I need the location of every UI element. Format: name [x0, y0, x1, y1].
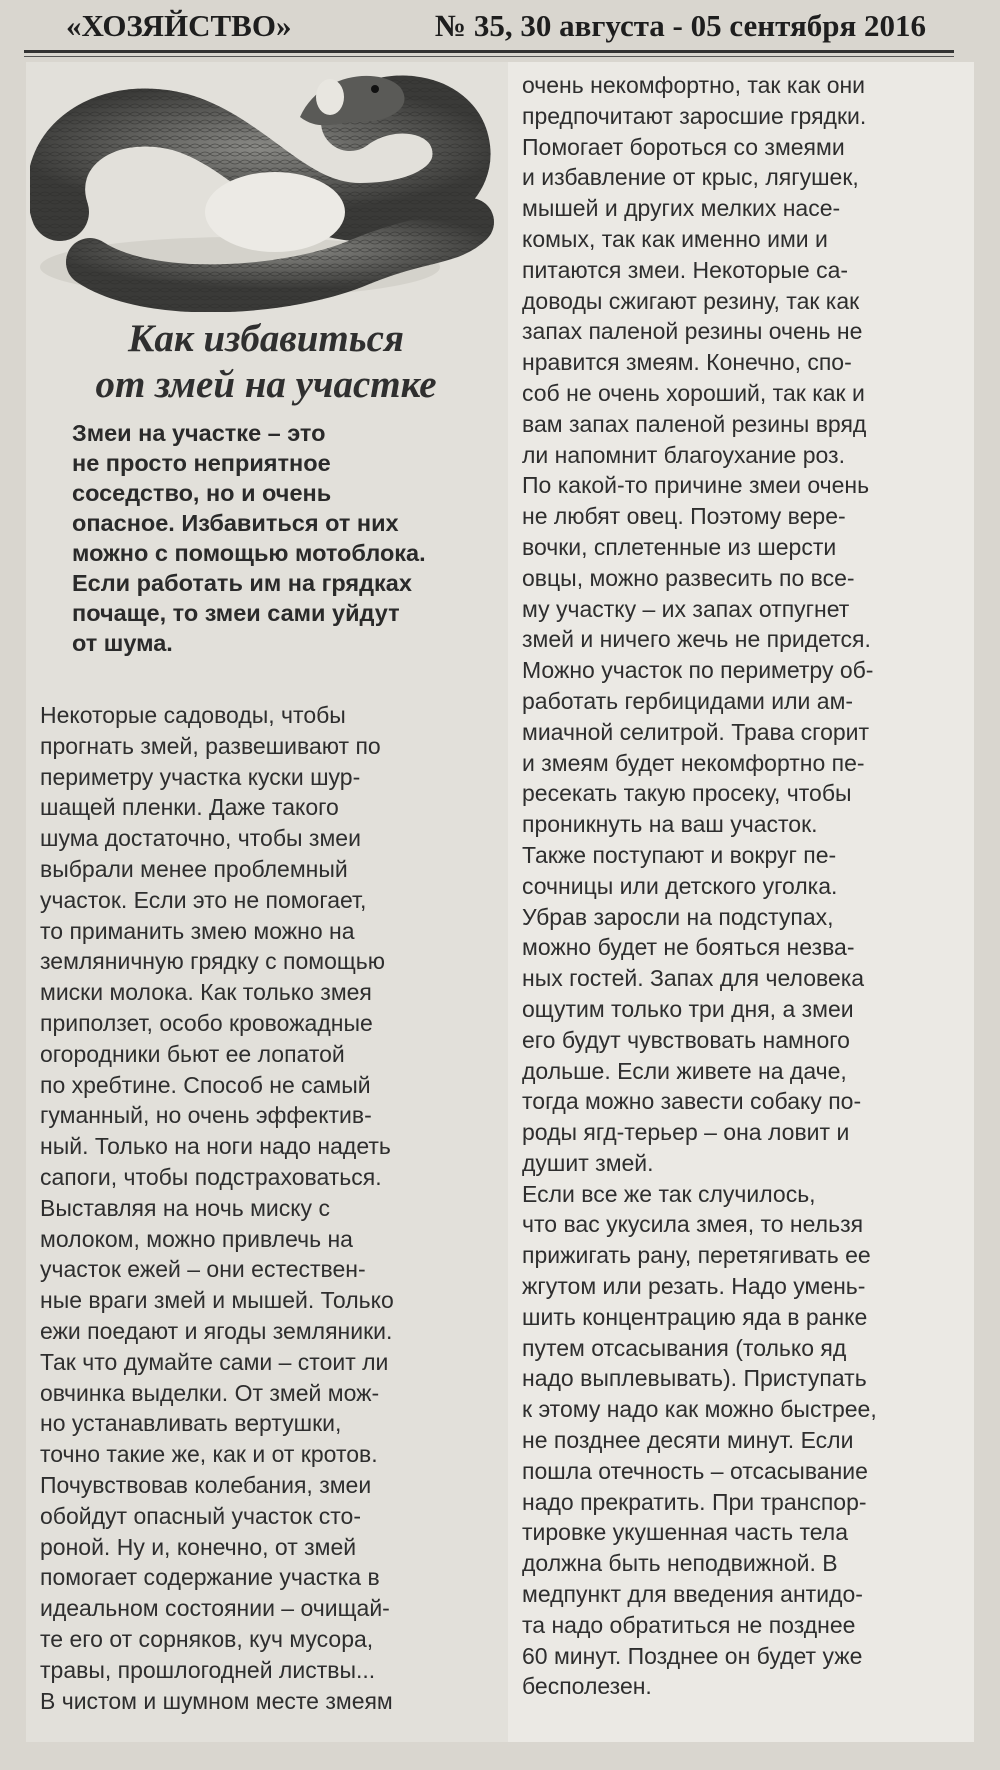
newspaper-name: «ХОЗЯЙСТВО»: [66, 8, 292, 43]
article-body-right: очень некомфортно, так как они предпочитают заросшие грядки. Помогает бороться со змеями и избавление от крыс, лягушек, мышей и других мелких насе- комых, так как именно ими и питаются змеи. Некоторые са- доводы сжигают резину, так как запах паленой резины очень не нравится змеям. Конечно, спо- соб не очень хороший, так как и вам запах паленой резины вряд ли напомнит благоухание роз. По какой-то причине змеи очень не любят овец. Поэтому вере- вочки, сплетенные из шерсти овцы, можно развесить по все- му участку – их запах отпугнет змей и ничего жечь не придется. Можно участок по периметру об- работать гербицидами или ам- миачной селитрой. Трава сгорит и змеям будет некомфортно пе- ресекать такую просеку, чтобы проникнуть на ваш участок. Также поступают и вокруг пе- сочницы или детского уголка. Убрав заросли на подступах, можно будет не бояться незва- ных гостей. Запах для человека ощутим только три дня, а змеи его будут чувствовать намного дольше. Если живете на даче, тогда можно завести собаку по- роды ягд-терьер – она ловит и душит змей. Если все же так случилось, что вас укусила змея, то нельзя прижигать рану, перетягивать ее жгутом или резать. Надо умень- шить концентрацию яда в ранке путем отсасывания (только яд надо выплевывать). Приступать к этому надо как можно быстрее, не позднее десяти минут. Если пошла отечность – отсасывание надо прекратить. При транспор- тировке укушенная часть тела должна быть неподвижной. В медпункт для введения антидо- та надо обратиться не позднее 60 минут. Позднее он будет уже бесполезен.: [522, 72, 877, 1700]
article-lead: Змеи на участке – это не просто неприятное соседство, но и очень опасное. Избавиться от них можно с помощью мотоблока. Если работать им на грядках почаще, то змеи сами уйдут от шума.: [72, 420, 426, 656]
article-body-left: Некоторые садоводы, чтобы прогнать змей, развешивают по периметру участка куски шур- шащей пленки. Даже такого шума достаточно, чтобы змеи выбрали менее проблемный участок. Если это не помогает, то приманить змею можно на земляничную грядку с помощью миски молока. Как только змея приползет, особо кровожадные огородники бьют ее лопатой по хребтине. Способ не самый гуманный, но очень эффектив- ный. Только на ноги надо надеть сапоги, чтобы подстраховаться. Выставляя на ночь миску с молоком, можно привлечь на участок ежей – они естествен- ные враги змей и мышей. Только ежи поедают и ягоды земляники. Так что думайте сами – стоит ли овчинка выделки. От змей мож- но устанавливать вертушки, точно такие же, как и от кротов. Почувствовав колебания, змеи обойдут опасный участок сто- роной. Ну и, конечно, от змей помогает содержание участка в идеальном состоянии – очищай- те его от сорняков, куч мусора, травы, прошлогодней листвы... В чистом и шумном месте змеям: [40, 702, 394, 1714]
header-rule-thick: [24, 50, 954, 53]
header-rule-thin: [24, 56, 954, 57]
snake-illustration: [30, 62, 500, 312]
article-title: Как избавиться от змей на участке: [95, 317, 437, 406]
issue-date: № 35, 30 августа - 05 сентября 2016: [434, 8, 926, 43]
